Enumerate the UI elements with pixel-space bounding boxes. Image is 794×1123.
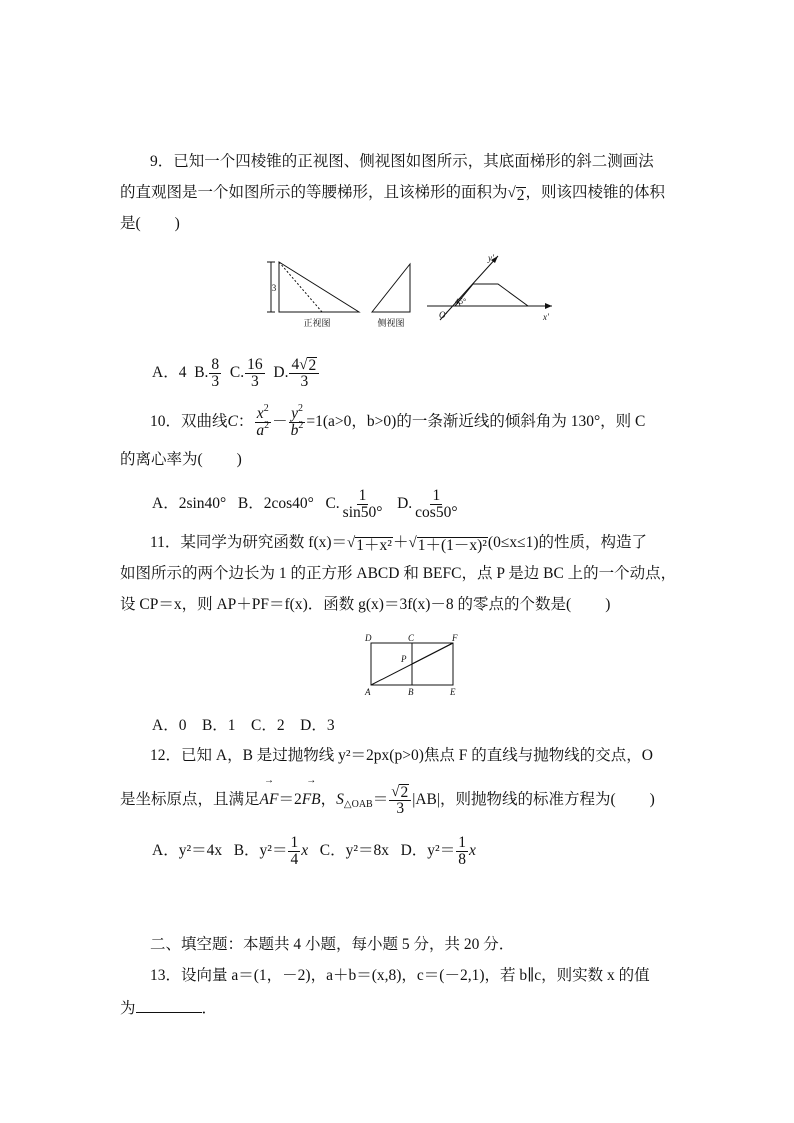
sqrt-term-1: √ 1＋x² [347, 535, 392, 554]
q12-option-c: C．y²＝8x [319, 842, 389, 859]
q11-figure [360, 630, 470, 698]
front-view-caption: 正视图 [303, 318, 331, 328]
q10-option-a: A．2sin40° [152, 495, 227, 512]
height-label: 3 [271, 283, 277, 293]
q9-option-d: D. 4 √ 2 3 [273, 364, 320, 381]
q10-option-c: C. $\frac{1}{\sin 50^\circ}$ [325, 486, 383, 521]
q10-line-2: 的离心率为( ) [120, 451, 242, 468]
label-F: F [452, 633, 458, 643]
label-A: A [365, 687, 371, 697]
y2-over-b2: $\frac{y^2}{b^2}$ [290, 402, 304, 439]
q9-option-a: A．4 [152, 364, 187, 381]
q11-line-3: 设 CP＝x，则 AP＋PF＝f(x)．函数 g(x)＝3f(x)－8 的零点的个数是( ) [120, 596, 611, 613]
q10-option-d: D. $\frac{1}{\cos 50^\circ}$ [397, 486, 458, 521]
label-P: P [401, 654, 407, 664]
q12-line-2: 是坐标原点，且满足 → AF＝2 → FB，$S_{\triangle OAB}=$ √ 2 3 |AB|，则抛物线的标准方程为( ) [120, 775, 655, 817]
section-2-header: 二、填空题：本题共 4 小题，每小题 5 分，共 20 分． [150, 936, 515, 953]
vector-AF: → AF [259, 775, 279, 808]
q10-condition: =1(a>0，b>0)的一条渐近线的倾斜角为 130°，则 C [306, 413, 646, 430]
q10-line-1: 10．双曲线C： $\frac{x^2}{a^2}$ － $\frac{y^2}{b^2}$ =1(a>0，b>0)的一条渐近线的倾斜角为 130°，则 C [150, 402, 646, 439]
x-axis-label: x′ [543, 312, 549, 322]
angle-label: 45° [455, 297, 467, 306]
q12-option-a: A．y²＝4x [152, 842, 223, 859]
label-D: D [365, 633, 372, 643]
q12-option-d: D．y²＝ $\frac{1}{8}$ x [400, 833, 476, 868]
origin-label: O′ [439, 310, 448, 320]
q10-option-b: B．2cos40° [237, 495, 314, 512]
q9-text-tail: ，则该四棱锥的体积 [525, 184, 666, 201]
label-C: C [408, 633, 415, 643]
answer-blank[interactable] [136, 998, 202, 1013]
label-E: E [450, 687, 456, 697]
oblique-view [427, 253, 552, 322]
side-view-caption: 侧视图 [377, 318, 405, 328]
q9-text: 的直观图是一个如图所示的等腰梯形，且该梯形的面积为 [120, 184, 508, 201]
vector-FB: → FB [301, 775, 321, 808]
q9-line-3: 是( ) [120, 215, 180, 232]
q10-options [152, 485, 461, 523]
q9-options [152, 353, 320, 393]
q9-figure [262, 250, 562, 335]
label-B: B [408, 687, 414, 697]
q11-line-1: 11．某同学为研究函数 f(x)＝ √ 1＋x² ＋ √ 1＋(1－x)² (0≤x≤1)的性质，构造了 [150, 534, 648, 554]
q12-option-b: B．y²＝ $\frac{1}{4}$ x [233, 833, 309, 868]
q9-option-b: B. $\frac{8}{3}$ [194, 355, 220, 390]
q9-line-1: 9．已知一个四棱锥的正视图、侧视图如图所示，其底面梯形的斜二测画法 [150, 153, 654, 170]
q12-line-1: 12．已知 A，B 是过抛物线 y²＝2px(p>0)焦点 F 的直线与抛物线的交点，O [150, 747, 653, 764]
q9-option-c: C. $\frac{16}{3}$ [229, 355, 263, 390]
q11-options: A．0 B．1 C．2 D．3 [152, 717, 335, 734]
q9-line-2 [120, 183, 665, 203]
y-axis-label: y′ [488, 253, 494, 263]
q13-line-1: 13．设向量 a＝(1，－2)，a＋b＝(x,8)，c＝(－2,1)，若 b∥c，则实数 x 的值 [150, 967, 650, 984]
q12-options [152, 832, 476, 870]
sqrt2-over-3: √ 2 3 [389, 784, 411, 817]
side-view [372, 264, 410, 328]
q11-line-2: 如图所示的两个边长为 1 的正方形 ABCD 和 BEFC，点 P 是边 BC 上的一个动点， [120, 565, 677, 582]
sqrt-term-2: √ 1＋(1－x)² [408, 535, 487, 554]
sqrt-2: √ 2 [507, 185, 525, 204]
q13-line-2: 为 ． [120, 1000, 218, 1017]
front-view [267, 262, 359, 328]
x2-over-a2: $\frac{x^2}{a^2}$ [256, 402, 270, 439]
